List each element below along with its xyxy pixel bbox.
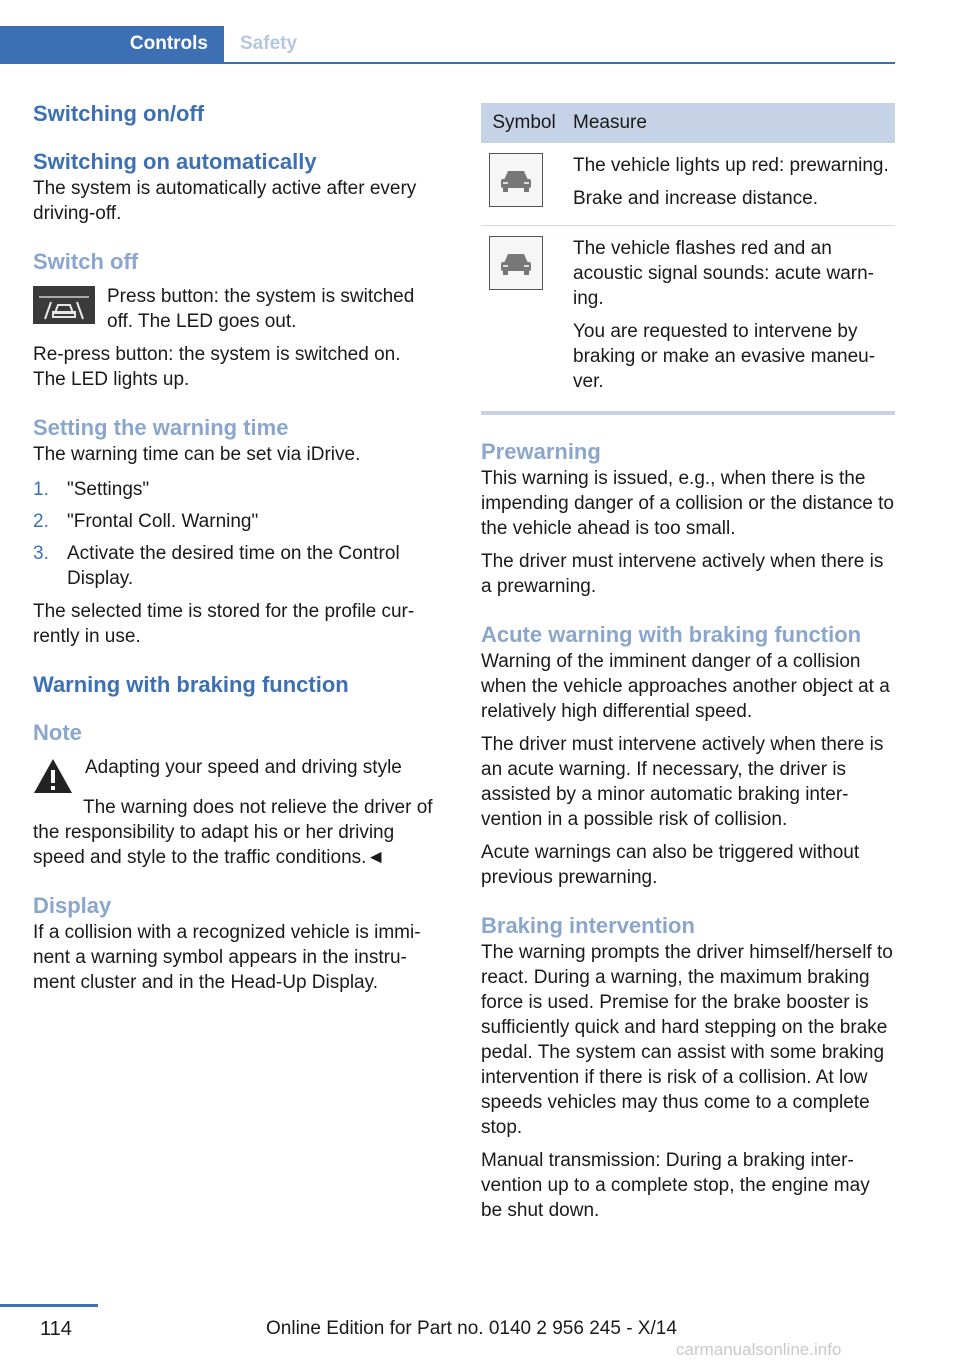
tab-controls[interactable]: Controls xyxy=(0,26,224,62)
tab-safety[interactable]: Safety xyxy=(240,33,298,54)
edition-text: Online Edition for Part no. 0140 2 956 245 - X/14 xyxy=(266,1318,677,1339)
note-row xyxy=(33,755,438,795)
table-row xyxy=(481,143,895,226)
measure-text: You are requested to intervene by braking or make an evasive maneuver. xyxy=(573,321,876,392)
measure-text: The vehicle flashes red and an acoustic signal sounds: acute warning. xyxy=(573,238,874,309)
warning-triangle-icon xyxy=(33,757,73,795)
switch-off-row xyxy=(33,284,438,342)
heading-switching-on-automatically: Switching on automatically xyxy=(33,149,317,174)
paragraph-repress: Re-press button: the system is switched on. The LED lights up. xyxy=(33,344,401,390)
right-column xyxy=(481,438,895,1231)
heading-braking-intervention: Braking intervention xyxy=(481,913,695,938)
heading-switching-on-off: Switching on/off xyxy=(33,101,205,126)
measure-text: The vehicle lights up red: prewarning. xyxy=(573,155,889,176)
column-header-measure: Measure xyxy=(567,103,895,143)
paragraph-int1: The warning prompts the driver himself/herself to react. During a warning, the maximum braking force is used. Premise for the brake booster is sufficiently quick and hard stepping on the brake pedal. The system can assist with some braking intervention if there is risk of a collision. At low speeds vehicles may thus come to a complete stop. xyxy=(481,942,893,1138)
paragraph-switch-off: Press button: the system is switched off. The LED goes out. xyxy=(107,286,415,332)
vehicle-flashing-icon xyxy=(489,236,543,290)
left-column xyxy=(33,100,438,1003)
heading-warning-time: Setting the warning time xyxy=(33,415,289,440)
paragraph-acute3: Acute warnings can also be triggered without previous prewarning. xyxy=(481,842,860,888)
watermark: carmanualsonline.info xyxy=(676,1340,842,1359)
heading-warning-braking: Warning with braking function xyxy=(33,672,349,697)
page-number: 114 xyxy=(40,1318,72,1340)
vehicle-red-icon xyxy=(489,153,543,207)
paragraph-acute1: Warning of the imminent danger of a collision when the vehicle approaches another object at a relatively high differential speed. xyxy=(481,651,890,722)
paragraph-acute2: The driver must intervene actively when there is an acute warning. If necessary, the driver is assisted by a minor automatic braking intervention in a possible risk of collision. xyxy=(481,734,884,830)
paragraph-pre2: The driver must intervene actively when there is a prewarning. xyxy=(481,551,884,597)
symbol-measure-table xyxy=(481,103,895,408)
table-bottom-rule xyxy=(481,411,895,415)
paragraph-warning-time: The warning time can be set via iDrive. xyxy=(33,444,361,465)
paragraph-pre1: This warning is issued, e.g., when there is the impending danger of a collision or the distance to the vehicle ahead is too small. xyxy=(481,468,894,539)
note-body: The warning does not relieve the driver of the responsibility to adapt his or her driving speed and style to the traffic conditions.◄ xyxy=(33,797,433,868)
measure-text: Brake and increase distance. xyxy=(573,188,819,209)
column-header-symbol: Symbol xyxy=(481,103,567,143)
list-item: 3. Activate the desired time on the Control Display. xyxy=(33,543,400,589)
steps-list xyxy=(33,477,438,591)
paragraph-stored: The selected time is stored for the profile currently in use. xyxy=(33,601,415,647)
table-row xyxy=(481,226,895,409)
list-item: 2. "Frontal Coll. Warning" xyxy=(33,511,259,532)
list-item: 1. "Settings" xyxy=(33,479,150,500)
heading-switch-off: Switch off xyxy=(33,249,139,274)
heading-display: Display xyxy=(33,893,112,918)
header-tabbar xyxy=(0,26,895,64)
heading-prewarning: Prewarning xyxy=(481,439,601,464)
footer-rule xyxy=(0,1304,98,1307)
paragraph-display: If a collision with a recognized vehicle is imminent a warning symbol appears in the instrument cluster and in the Head-Up Display. xyxy=(33,922,421,993)
paragraph-auto: The system is automatically active after every driving-off. xyxy=(33,178,417,224)
heading-note: Note xyxy=(33,720,82,745)
note-title: Adapting your speed and driving style xyxy=(85,757,402,778)
heading-acute-warning: Acute warning with braking function xyxy=(481,622,862,647)
collision-warning-button-icon xyxy=(33,286,95,324)
paragraph-int2: Manual transmission: During a braking intervention up to a complete stop, the engine may be shut down. xyxy=(481,1150,870,1221)
